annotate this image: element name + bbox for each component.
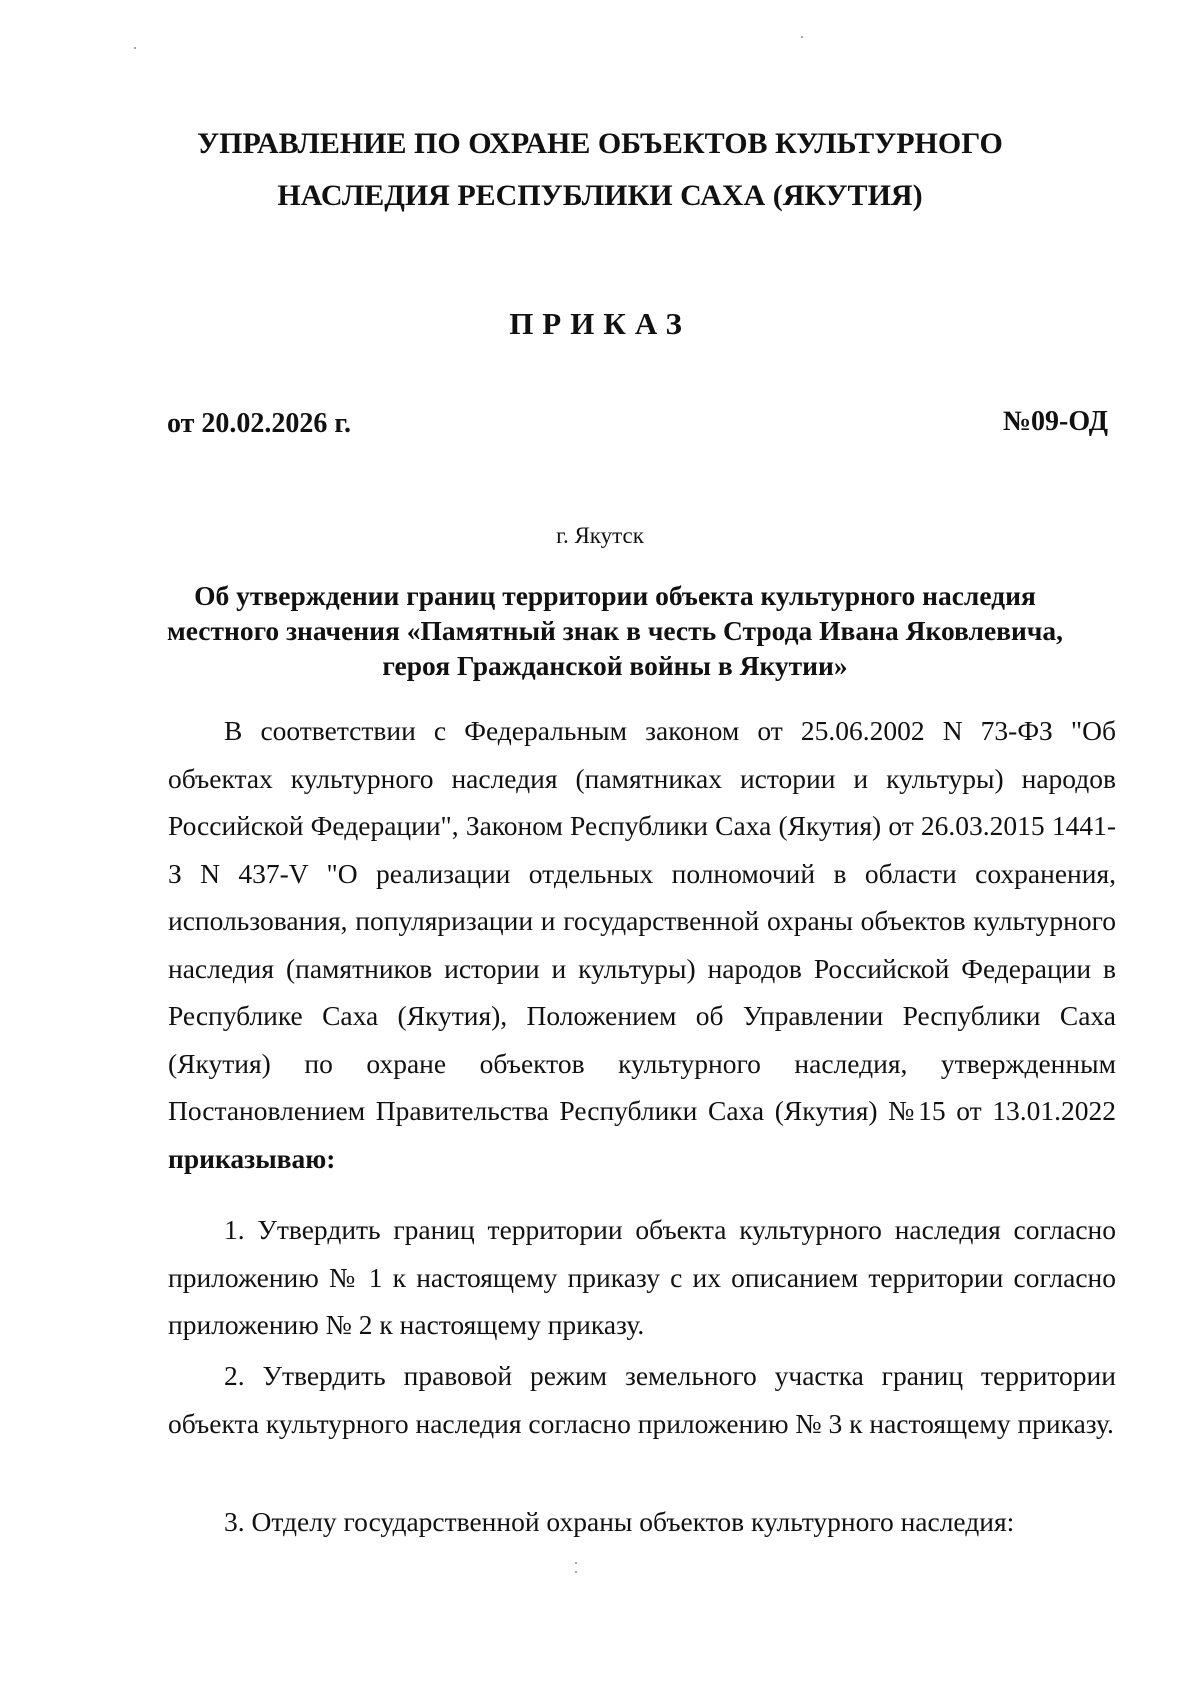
order-number: №09-ОД — [1002, 406, 1108, 437]
scan-speck — [134, 47, 136, 49]
preamble-text: В соответствии с Федеральным законом от 25.06.2002 N 73-ФЗ "Об объектах культурного наследия (памятниках истории и культуры) народов Российской Федерации", Законом Республики Саха (Якутия) от 26.03.2015 1441-З N 437-V "О реализации отдельных полномочий в области сохранения, использования, популяризации и государственной охраны объектов культурного наследия (памятников истории и культуры) народов Российской Федерации в Республике Саха (Якутия), Положением об Управлении Республики Саха (Якутия) по охране объектов культурного наследия, утвержденным Постановлением Правительства Республики Саха (Якутия) №15 от 13.01.2022 — [168, 715, 1116, 1126]
order-subject-line2: местного значения «Памятный знак в честь Строда Ивана Яковлевича, — [167, 615, 1063, 646]
organization-title-line1: УПРАВЛЕНИЕ ПО ОХРАНЕ ОБЪЕКТОВ КУЛЬТУРНОГО — [197, 127, 1003, 160]
order-item-3: 3. Отделу государственной охраны объектов культурного наследия: — [224, 1506, 1015, 1537]
order-item-2: 2. Утвердить правовой режим земельного участка границ территории объекта культурного наследия согласно приложению № 3 к настоящему приказу. — [168, 1360, 1116, 1439]
scan-speck — [575, 1571, 577, 1573]
organization-title — [150, 118, 1050, 222]
organization-title-line2: НАСЛЕДИЯ РЕСПУБЛИКИ САХА (ЯКУТИЯ) — [277, 179, 923, 212]
order-subject — [150, 578, 1080, 683]
document-type: ПРИКАЗ — [509, 306, 691, 341]
scan-speck — [801, 36, 803, 38]
scan-speck — [575, 1562, 577, 1564]
preamble-paragraph — [168, 707, 1116, 1182]
order-subject-line1: Об утверждении границ территории объекта культурного наследия — [194, 580, 1036, 611]
order-city: г. Якутск — [556, 523, 644, 548]
order-subject-line3: героя Гражданской войны в Якутии» — [382, 650, 848, 681]
order-date: от 20.02.2026 г. — [167, 408, 351, 439]
order-word: приказываю: — [168, 1142, 336, 1174]
order-item-1: 1. Утвердить границ территории объекта культурного наследия согласно приложению № 1 к настоящему приказу с их описанием территории согласно приложению № 2 к настоящему приказу. — [168, 1214, 1116, 1340]
